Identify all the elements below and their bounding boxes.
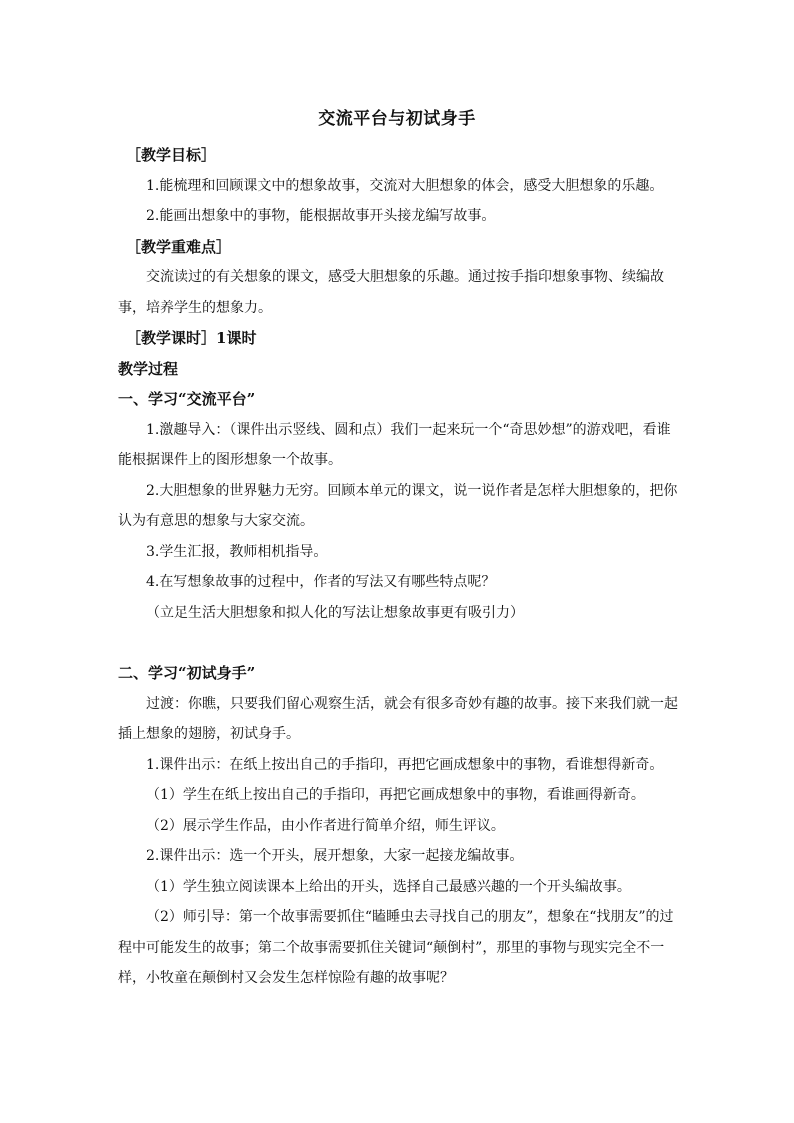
process-heading: 教学过程 xyxy=(118,359,179,378)
section-1-item-1: 1.激趣导入：（课件出示竖线、圆和点）我们一起来玩一个“奇思妙想”的游戏吧，看谁能根据课件上的图形想象一个故事。 xyxy=(118,421,671,468)
class-hours-value: 1课时 xyxy=(216,329,257,347)
class-hours-heading: ［教学课时］ xyxy=(126,329,217,347)
goal-item-2: 2.能画出想象中的事物，能根据故事开头接龙编写故事。 xyxy=(146,208,496,224)
section-1-heading: 一、学习“交流平台” xyxy=(118,390,256,408)
section-2-item-1: 1.课件出示：在纸上按出自己的手指印，再把它画成想象中的事物，看谁想得新奇。 xyxy=(146,756,664,773)
document-body xyxy=(118,140,678,994)
section-1-item-3: 3.学生汇报，教师相机指导。 xyxy=(146,543,328,560)
goals-heading: ［教学目标］ xyxy=(126,146,217,164)
class-hours-line xyxy=(118,323,678,354)
section-2-item-2: 2.课件出示：选一个开头，展开想象，大家一起接龙编故事。 xyxy=(146,848,524,864)
goal-item-1: 1.能梳理和回顾课文中的想象故事，交流对大胆想象的体会，感受大胆想象的乐趣。 xyxy=(146,177,664,194)
key-points-heading: ［教学重难点］ xyxy=(126,237,232,256)
key-points-text: 交流读过的有关想象的课文，感受大胆想象的乐趣。通过按手指印想象事物、续编故事，培养学生的想象力。 xyxy=(118,269,664,316)
document-title: 交流平台与初试身手 xyxy=(318,109,476,129)
section-1-item-2: 2.大胆想象的世界魅力无穷。回顾本单元的课文，说一说作者是怎样大胆想象的，把你认为有意思的想象与大家交流。 xyxy=(118,482,678,529)
section-2-item-2-sub-2: （2）师引导：第一个故事需要抓住“瞌睡虫去寻找自己的朋友”，想象在“找朋友”的过程中可能发生的故事；第二个故事需要抓住关键词“颠倒村”，那里的事物与现实完全不一样，小牧童在颠倒村又会发生怎样惊险有趣的故事呢？ xyxy=(118,909,674,986)
section-2-item-1-sub-1: （1）学生在纸上按出自己的手指印，再把它画成想象中的事物，看谁画得新奇。 xyxy=(146,787,645,803)
section-2-item-1-sub-2: （2）展示学生作品，由小作者进行简单介绍，师生评议。 xyxy=(146,817,505,834)
section-2-item-2-sub-1: （1）学生独立阅读课本上给出的开头，选择自己最感兴趣的一个开头编故事。 xyxy=(146,878,631,895)
section-2-transition: 过渡：你瞧，只要我们留心观察生活，就会有很多奇妙有趣的故事。接下来我们就一起插上想象的翅膀，初试身手。 xyxy=(118,695,678,742)
section-1-item-4: 4.在写想象故事的过程中，作者的写法又有哪些特点呢？ xyxy=(146,574,496,590)
section-2-heading: 二、学习“初试身手” xyxy=(118,664,256,682)
section-spacer xyxy=(118,628,678,658)
section-1-item-4-note: （立足生活大胆想象和拟人化的写法让想象故事更有吸引力） xyxy=(146,604,524,621)
